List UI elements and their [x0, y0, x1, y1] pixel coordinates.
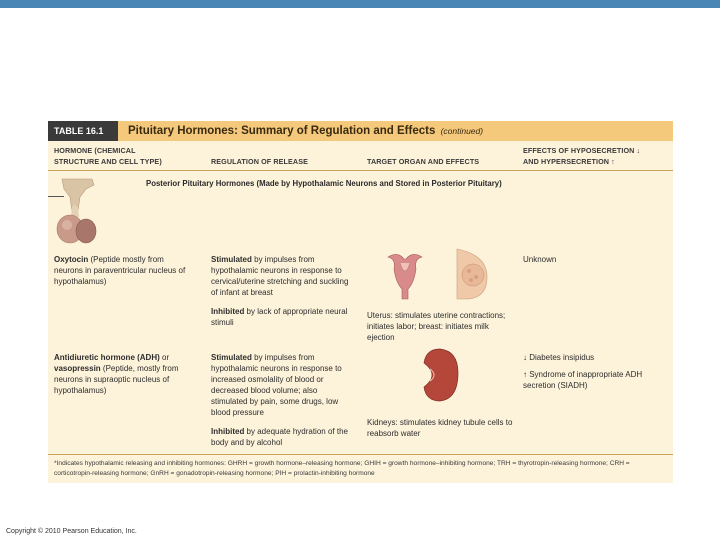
- oxytocin-effects-cell: Unknown: [523, 255, 557, 264]
- table-number: TABLE 16.1: [48, 121, 118, 141]
- copyright-notice: Copyright © 2010 Pearson Education, Inc.: [6, 528, 137, 535]
- adh-target-cell: Kidneys: stimulates kidney tubule cells to reabsorb water: [367, 418, 513, 438]
- adh-effect-hyposecretion: ↓ Diabetes insipidus: [523, 353, 595, 362]
- oxytocin-inhibition-cell: Inhibited by lack of appropriate neural stimuli: [211, 307, 348, 327]
- uterus-illustration: [386, 249, 436, 303]
- adh-inhibition-cell: Inhibited by adequate hydration of the body and by alcohol: [211, 427, 348, 447]
- table-title: Pituitary Hormones: Summary of Regulation and Effects (continued): [128, 125, 484, 137]
- top-accent-bar: [0, 0, 720, 8]
- oxytocin-stimulation-cell: Stimulated by impulses from hypothalamic neurons in response to cervical/uterine stretching and suckling of infant at breast: [211, 255, 349, 297]
- adh-effect-hypersecretion: ↑ Syndrome of inappropriate ADH secretion (SIADH): [523, 370, 643, 390]
- oxytocin-target-cell: Uterus: stimulates uterine contractions; initiates labor; breast: initiates milk ejection: [367, 311, 506, 342]
- continued-label: (continued): [440, 126, 484, 136]
- adh-stimulation-cell: Stimulated by impulses from hypothalamic neurons in response to increased osmolality of blood or decreased blood volume; also stimulated by pain, some drugs, low blood pressure: [211, 353, 342, 417]
- table-title-bar: [48, 121, 673, 141]
- kidney-illustration: [420, 347, 460, 403]
- column-header-regulation: REGULATION OF RELEASE: [211, 157, 309, 166]
- column-header-hormone: HORMONE (CHEMICAL STRUCTURE AND CELL TYPE): [54, 146, 162, 166]
- pituitary-gland-illustration: [52, 177, 104, 247]
- section-title: Posterior Pituitary Hormones (Made by Hypothalamic Neurons and Stored in Posterior Pituitary): [146, 179, 502, 188]
- table-footnote: *Indicates hypothalamic releasing and inhibiting hormones: GHRH = growth hormone–releasing hormone; GHIH = growth hormone–inhibiting hormone; TRH = thyrotropin-releasing hormone; CRH = corticotropin-releasing hormone; GnRH = gonadotropin-releasing hormone; PIH = prolactin-inhibiting hormone: [54, 460, 630, 477]
- header-divider: [48, 170, 673, 171]
- footnote-divider: [48, 454, 673, 455]
- column-header-effects: EFFECTS OF HYPOSECRETION ↓ AND HYPERSECRETION ↑: [523, 146, 641, 166]
- oxytocin-hormone-cell: Oxytocin (Peptide mostly from neurons in paraventricular nucleus of hypothalamus): [54, 255, 186, 286]
- table-panel: [48, 121, 673, 483]
- column-header-target: TARGET ORGAN AND EFFECTS: [367, 157, 480, 166]
- breast-illustration: [443, 247, 493, 303]
- adh-hormone-cell: Antidiuretic hormone (ADH) or vasopressin (Peptide, mostly from neurons in supraoptic nucleus of hypothalamus): [54, 353, 179, 395]
